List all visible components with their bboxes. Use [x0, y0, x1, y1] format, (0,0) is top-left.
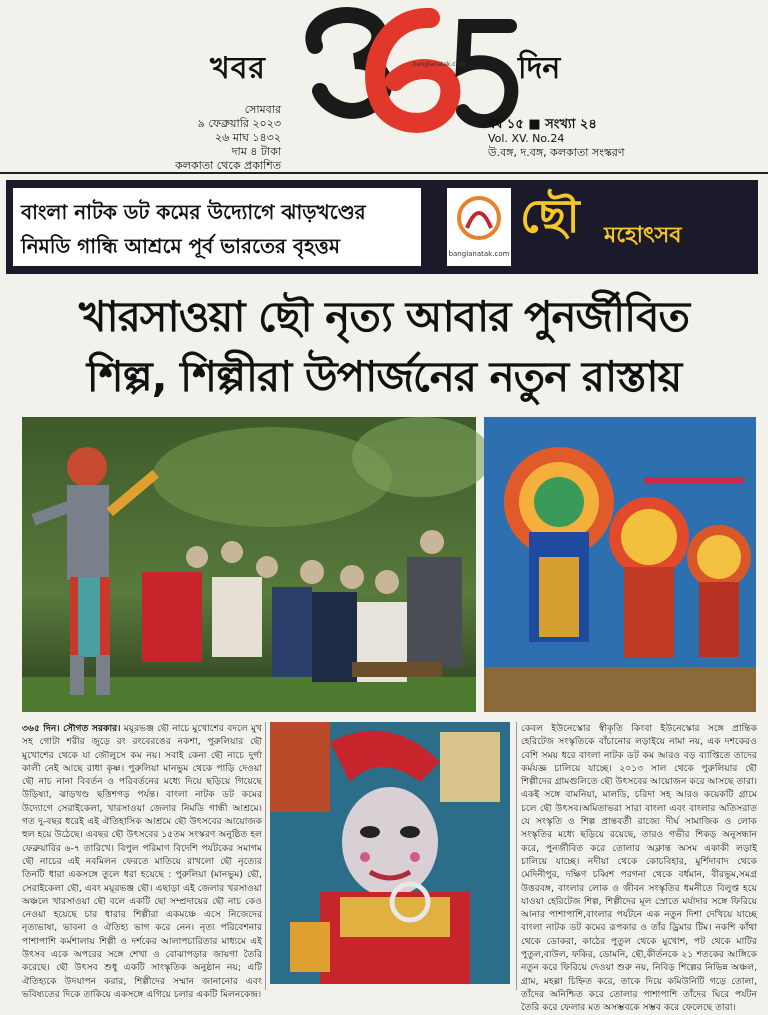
banner-mahotsav: মহোৎসব — [604, 223, 682, 248]
banner-text-box — [13, 188, 421, 266]
year-issue: বর্ষ ১৫ ■ সংখ্যা ২৪ — [488, 117, 597, 132]
weekday: সোমবার — [244, 103, 281, 116]
banner-line-2: নিমডি গান্ধি আশ্রমে পূর্ব ভারতের বৃহত্তম — [21, 234, 341, 258]
column-divider — [516, 722, 517, 990]
article-col1-text: ময়ূরভঞ্জ ছৌ নাচে মুখোশের বদলে মুখ সহ গোটা শরীর জুড়ে রং রংবেরঙের নকশা, পুরুলিয়ার ছৌ মুখোশের থেকে যা জৌলুসে কম নয়। সবাই কেনা ছৌ নাচে দুর্গা কালী নেই আছে রাধা কৃষ্ণ। পুরুলিয়া মানভুম থেকে পাড়ি দেওয়া ছৌ নাচ নানা বিবর্তন ও পরিবর্তনের মধ্যে দিয়ে ছড়িয়ে গিয়েছে উড়িষ্যা, ঝাড়খণ্ড ছত্তিশগড় পর্যন্ত। বাংলা নাটক ডট কমের উদ্যোগে সেরাইকেলা, খারসাওয়া জেলার নিমডি গান্ধী আশ্রমে। গত দু-বছর ধরেই এই ঐতিহাসিক আশ্রমে ছৌ উৎসবের আয়োজক হুল হয়ে উঠেছে। এবছর ছৌ উৎসবের ১৫তম সংস্করণ অনুষ্ঠিত হল ফেব্রুয়ারির ৬-৭ তারিখে। বিপুল পরিমাণ বিদেশি পর্যটকের সমাগম ছৌ নাচের এই নবমিলন ফেরতে মাতিয়ে রাখলো ছৌ নৃত্যের তিনটি ধারা একসঙ্গে তুলে ধরা হয়েছে : পুরুলিয়া (মানভুম) ছৌ, সেরাইকেলা ছৌ, এবং ময়ূরভঞ্জ ছৌ। এছাড়া এই জেলার খরসাওয়া অঞ্চলে খারসাওয়া ছৌ বলে একটি ছো সম্প্রদায়ের ছৌ নাচ কেও নেওয়া হয়েছে চার ধারার শিল্পীরা একমঞ্চে এসে নিজেদের নৃত্যভাষা, ভাবনা ও ঐতিহ্য ভাগ করে নেন। নৃত্য পরিবেশনার পাশাপাশি কর্মশালায় শিল্পী ও দর্শকের আলাপচারিতার মাধ্যমে এই উৎসব একে অপরের সঙ্গে শেখা ও বোঝাপড়ার জায়গা তৈরি করেছে। ছৌ উৎসব শুধু একটি সাংস্কৃতিক অনুষ্ঠান নয়; এটি ঐতিহ্যকে উদযাপন করার, শিল্পীদের সম্মান জানানোর এবং ভবিষ্যতের দিকে তাকিয়ে একসঙ্গে এগিয়ে চলার একটি মিলনকেন্দ্র। — [22, 723, 263, 1000]
issue-block — [488, 118, 625, 160]
volume: Vol. XV. No.24 — [488, 132, 565, 145]
article-byline: ৩৬৫ দিন। সৌগত সরকার। — [22, 723, 121, 734]
article-column-1 — [22, 722, 263, 1000]
banner-chhau: ছৌ — [520, 189, 580, 243]
column-divider — [265, 722, 266, 990]
masthead-right-word: দিন — [518, 51, 561, 86]
banglanatak-logo — [447, 188, 511, 266]
headline-line-2: শিল্প, শিল্পীরা উপার্জনের নতুন রাস্তায় — [86, 352, 682, 401]
article-col3-text: কেবল ইউনেস্কোর স্বীকৃতি কিংবা ইউনেস্কোর সঙ্গে প্রান্তিক হেরিটেজ সংস্কৃতিকে বাঁচানোর লড়াইয়ে নামা নয়, এক দশকেরও বেশি সময় ধরে বাংলা নাটক ডট কম আরও বড় ব্যাপ্তিতে তাদের কর্মযজ্ঞ চালিয়ে যাচ্ছে। ২০১৩ সাল থেকে পুরুলিয়ার ছৌ শিল্পীদের গ্রামগুলিতে ছৌ উৎসবের আয়োজন করে আসছে তারা। একই সঙ্গে বামনিয়া, মালডি, চরিদা সহ আরও কয়েকটি গ্রামে চলে ছৌ উৎসব।অমিতাভরা সারা বাংলা এবং বাংলার অতিসরাত যে সংস্কৃতি ও শিল্প প্রান্তবর্তী রাজ্যে দীর্ঘ সামাজিক ও লোক সংস্কৃতির মধ্যে ছড়িয়ে রয়েছে, তারও গভীর শিকড় অনুসন্ধান করে, পুনর্জীবিত করে তোলার অক্লান্ত অসম একাকী লড়াই চালিয়ে যাচ্ছে। নদীয়া থেকে কোচবিহার, মুর্শিদাবাদ থেকে মেদিনীপুর, দক্ষিণ চব্বিশ পরগনা থেকে বর্ধমান, বীরভূম,সমগ্র উত্তরবঙ্গ, বাংলার লোক ও জীবন সংস্কৃতির ধমনীতে বিলুপ্ত হয়ে যাওয়া হেরিটেজ শিল্প, শিল্পীদের মূল স্রোতে মর্যাদার সঙ্গে ফিরিয়ে আনার পাশাপাশি,বাংলার পর্যটনে এক নতুন দিশা দেখিয়ে যাচ্ছে বাংলা নাটক ডট কমের রূপকার ও তাঁর ড্রিমার টিম। নকশি কাঁথা থেকে ডোকরা, কাঠের পুতুল থেকে মুখোশ, পট থেকে মাটির পুতুল,বাউল, ফকির, ডোমনি, ছৌ,কীর্তনকে ২১ শতকের আঙ্গিকে নতুন করে ফিরিয়ে দেওয়া শুরু নয়, নিবিড় শিল্পের নিভিন্ন অঞ্চল, গ্রাম, মহল্লা চিহ্নিত করে, তাকে দিয়ে কমিউনিটি গড়ে তোলা, তাঁদের অনিশ্চিত করে তোলার পাশাপাশি তাঁদের ঘিরে পর্যটন তৈরি করে ফেলার মত অসম্ভবকে সম্ভব করে ফেলেছে তারা। — [521, 723, 758, 1014]
masthead-rule — [0, 172, 768, 174]
logo-stroke-5 — [463, 26, 511, 121]
masthead-left-word: খবর — [210, 51, 266, 86]
article-column-3 — [521, 722, 758, 1014]
logo-site: banglanatak.com — [413, 61, 466, 68]
edition: উ.বঙ্গ, দ.বঙ্গ, কলকাতা সংস্করণ — [488, 146, 625, 159]
photo-dancer-portrait — [270, 722, 510, 984]
banglanatak-logo-icon — [447, 188, 511, 266]
date-block — [61, 103, 281, 173]
banner-line-1: বাংলা নাটক ডট কমের উদ্যোগে ঝাড়খণ্ডের — [21, 200, 366, 224]
price: দাম ৪ টাকা — [231, 145, 281, 158]
bengali-date: ২৬ মাঘ ১৪৩২ — [215, 131, 281, 144]
headline-line-1: খারসাওয়া ছৌ নৃত্য আবার পুনর্জীবিত — [78, 292, 690, 341]
event-banner — [6, 180, 758, 274]
banner-logo-caption: banglanatak.com — [448, 250, 510, 258]
published-from: কলকাতা থেকে প্রকাশিত — [175, 159, 281, 172]
photo-stage-dancers — [484, 417, 756, 712]
date: ৯ ফেব্রুয়ারি ২০২৩ — [197, 117, 281, 130]
photo-dancer-audience — [22, 417, 476, 712]
masthead-logo — [285, 6, 520, 141]
